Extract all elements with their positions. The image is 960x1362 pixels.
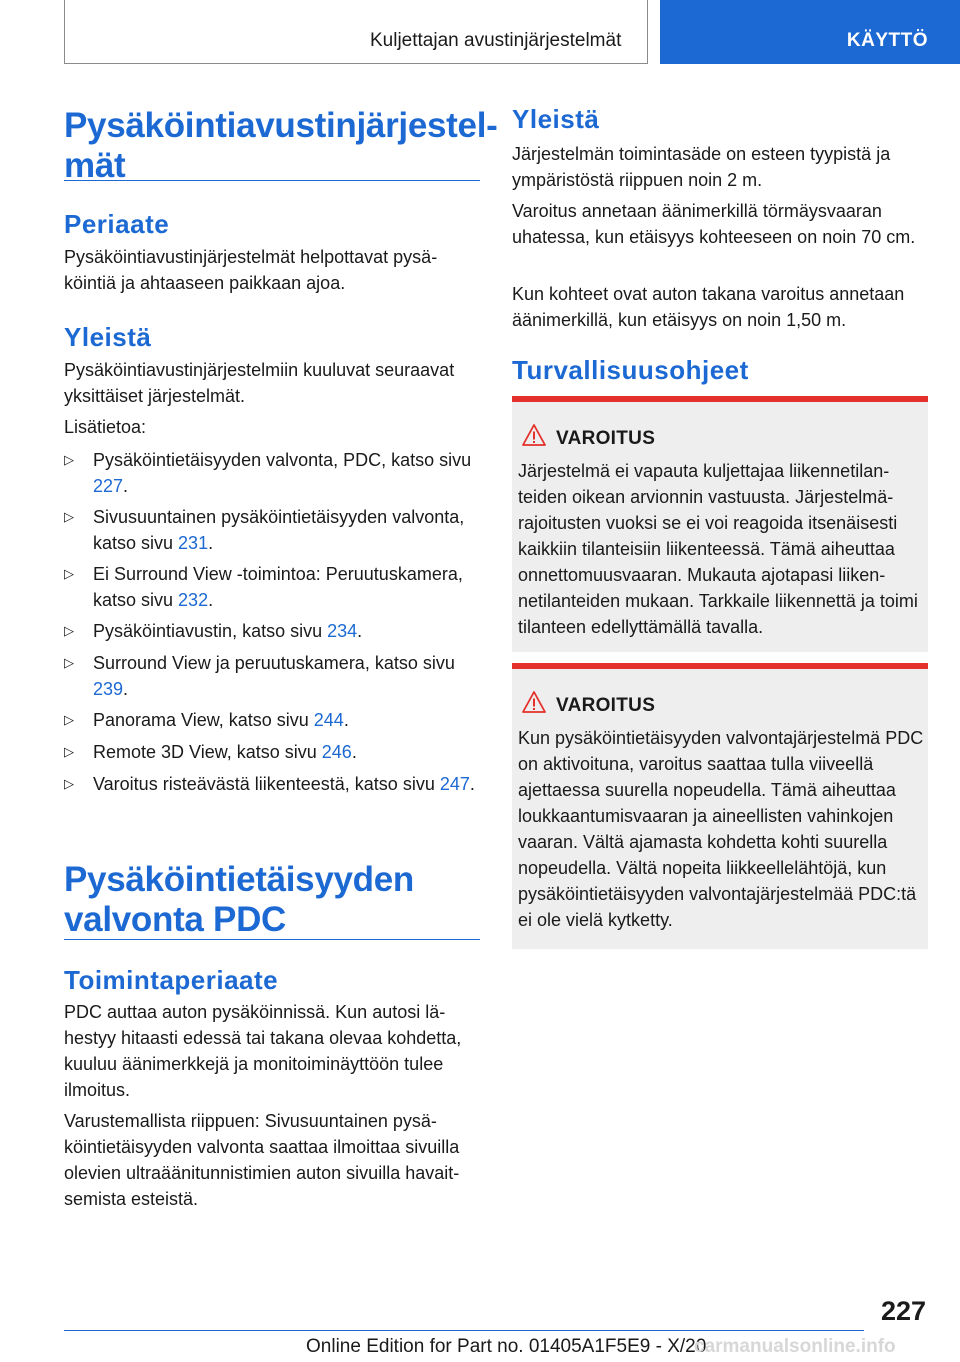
list-item: ▷ Pysäköintietäisyyden valvonta, PDC, katso sivu 227. xyxy=(64,447,480,499)
lisatietoa-label: Lisätietoa: xyxy=(64,417,147,437)
bullet-arrow-icon: ▷ xyxy=(64,655,74,670)
list-item: ▷ Panorama View, katso sivu 244. xyxy=(64,707,480,733)
page-link[interactable]: 227 xyxy=(93,476,124,496)
heading-rule xyxy=(64,180,480,181)
bullet-arrow-icon: ▷ xyxy=(64,509,74,524)
heading-turvallisuusohjeet: Turvallisuusohjeet xyxy=(512,355,749,385)
footer-rule xyxy=(64,1330,864,1331)
bullet-arrow-icon: ▷ xyxy=(64,623,74,638)
yleista-right-p3: Kun kohteet ovat auton takana varoitus annetaan äänimerkillä, kun etäisyys on noin 1,50 m. xyxy=(512,284,905,330)
page-link[interactable]: 244 xyxy=(313,710,344,730)
list-item: ▷ Surround View ja peruutuskamera, katso sivu 239. xyxy=(64,650,480,702)
main-heading-pdc: Pysäköintietäisyyden valvonta PDC xyxy=(64,860,414,939)
list-item: ▷ Sivusuuntainen pysäköintietäisyyden valvonta, katso sivu 231. xyxy=(64,504,480,556)
heading-toimintaperiaate: Toimintaperiaate xyxy=(64,965,279,995)
list-item: ▷ Pysäköintiavustin, katso sivu 234. xyxy=(64,618,480,644)
warning-box xyxy=(512,663,928,949)
warning-triangle-icon xyxy=(522,424,546,446)
warning-label: VAROITUS xyxy=(556,428,656,449)
warning-text: Järjestelmä ei vapauta kuljettajaa liikennetilanteiden oikean arvionnin vastuusta. Järjestelmärajoitusten vuoksi se ei voi reagoida itsenäisesti kaikkiin tilanteisiin liikenteessä. Tämä aiheuttaa onnettomuusvaaran. Mukauta ajotapasi liikennetilanteiden mukaan. Tarkkaile liikennettä ja toimi tilanteen edellyttämällä tavalla. xyxy=(518,461,918,637)
watermark: carmanualsonline.info xyxy=(694,1336,896,1357)
yleista-right-p2: Varoitus annetaan äänimerkillä törmäysvaaran uhatessa, kun etäisyys kohteeseen on noin 70 cm. xyxy=(512,201,916,247)
list-item: ▷ Varoitus risteävästä liikenteestä, katso sivu 247. xyxy=(64,771,480,797)
page-number: 227 xyxy=(880,1296,926,1326)
chapter-tab[interactable] xyxy=(660,0,960,64)
page-link[interactable]: 246 xyxy=(321,742,352,762)
bullet-arrow-icon: ▷ xyxy=(64,566,74,581)
toimintaperiaate-p1: PDC auttaa auton pysäköinnissä. Kun autosi lähestyy hitaasti edessä tai takana olevaa kohdetta, kuuluu äänimerkkejä ja monitoiminäyttöön tulee ilmoitus. xyxy=(64,1002,462,1100)
page-link[interactable]: 247 xyxy=(439,774,470,794)
page-link[interactable]: 232 xyxy=(178,590,209,610)
warning-triangle-icon xyxy=(522,691,546,713)
edition-text: Online Edition for Part no. 01405A1F5E9 - X/20 xyxy=(306,1336,707,1357)
bullet-arrow-icon: ▷ xyxy=(64,776,74,791)
toimintaperiaate-p2: Varustemallista riippuen: Sivusuuntainen pysäköintietäisyyden valvonta saattaa ilmoittaa sivuilla olevien ultraäänitunnistimien auton sivuilla havaitsemista esteistä. xyxy=(64,1111,460,1209)
bullet-arrow-icon: ▷ xyxy=(64,452,74,467)
yleista-text: Pysäköintiavustinjärjestelmiin kuuluvat seuraavat yksittäiset järjestelmät. xyxy=(64,360,455,406)
bullet-arrow-icon: ▷ xyxy=(64,744,74,759)
chapter-tab-label: KÄYTTÖ xyxy=(846,30,928,51)
warning-text: Kun pysäköintietäisyyden valvontajärjestelmä PDC on aktivoituna, varoitus saattaa tulla viiveellä ajettaessa suurella nopeudella. Tämä aiheuttaa loukkaantumisvaaran ja aineellisten vahinkojen vaaran. Vältä ajamasta kohdetta kohti suurella nopeudella. Vältä nopeita liikkeellelähtöjä, kun pysäköintietäisyyden valvontajärjestelmää PDC:tä ei ole vielä kytketty. xyxy=(518,728,924,930)
list-item: ▷ Remote 3D View, katso sivu 246. xyxy=(64,739,480,765)
page-link[interactable]: 239 xyxy=(93,679,124,699)
section-title: Kuljettajan avustinjärjestelmät xyxy=(370,30,622,51)
heading-periaate: Periaate xyxy=(64,209,170,239)
warning-box xyxy=(512,396,928,652)
main-heading-parking-systems: Pysäköintiavustinjärjestelmät xyxy=(64,106,498,185)
heading-yleista: Yleistä xyxy=(64,322,152,352)
heading-rule xyxy=(64,939,480,940)
bullet-arrow-icon: ▷ xyxy=(64,712,74,727)
page-link[interactable]: 234 xyxy=(327,621,358,641)
periaate-text: Pysäköintiavustinjärjestelmät helpottavat pysäköintiä ja ahtaaseen paikkaan ajoa. xyxy=(64,247,438,293)
page-link[interactable]: 231 xyxy=(178,533,209,553)
heading-yleista-right: Yleistä xyxy=(512,104,600,134)
warning-label: VAROITUS xyxy=(556,695,656,716)
yleista-right-p1: Järjestelmän toimintasäde on esteen tyypistä ja ympäristöstä riippuen noin 2 m. xyxy=(512,144,891,190)
list-item: ▷ Ei Surround View -toimintoa: Peruutuskamera, katso sivu 232. xyxy=(64,561,480,613)
